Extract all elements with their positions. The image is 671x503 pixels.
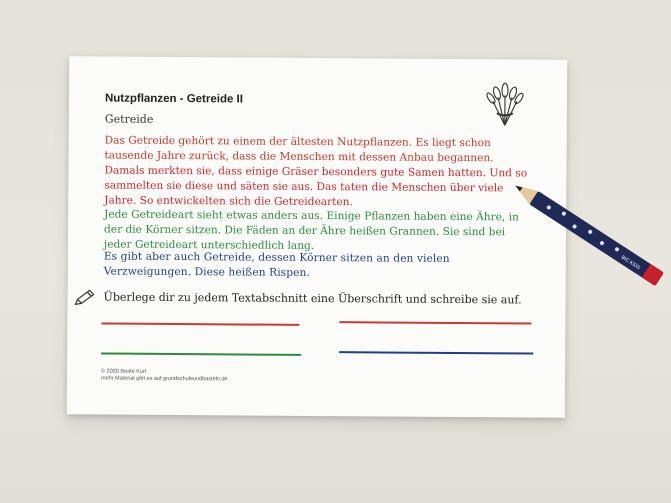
pencil-icon xyxy=(74,288,96,306)
paragraph-1: Das Getreide gehört zu einem der ältesten Nutzpflanzen. Es liegt schon tausende Jahre zurück, dass die Menschen mit dessen Anbau begannen. xyxy=(104,134,494,165)
paragraph-2: Damals merkten sie, dass einige Gräser besonders gute Samen hatten. Und so sammelten sie diese und säten sie aus. Das taten die Menschen über viele Jahre. So entwickelten sich die Getreidearten. xyxy=(104,164,528,209)
footer-website: mehr Material gibt es auf grundschuleundbasteln.de xyxy=(100,375,228,383)
pencil-object xyxy=(512,180,670,292)
paragraph-3: Jede Getreideart sieht etwas anders aus. Einige Pflanzen haben eine Ähre, in der die Körner sitzen. Die Fäden an der Ähre heißen Grannen. Sie sind bei jeder Getreideart unterschiedlich lang. xyxy=(103,208,519,252)
pencil-brand-label: BIC KIDS xyxy=(619,254,642,272)
section-subtitle: Getreide xyxy=(104,112,154,126)
worksheet-title: Nutzpflanzen - Getreide II xyxy=(104,92,244,106)
wheat-sheaf-icon xyxy=(485,81,525,127)
worksheet-paper xyxy=(67,56,567,417)
task-instruction: Überlege dir zu jedem Textabschnitt eine Überschrift und schreibe sie auf. xyxy=(103,290,522,307)
paragraph-4: Es gibt aber auch Getreide, dessen Körner sitzen an den vielen Verzweigungen. Diese heißen Rispen. xyxy=(103,250,450,279)
answer-line-blue xyxy=(339,351,533,354)
copyright-footer xyxy=(101,368,228,383)
answer-line-red-left xyxy=(101,322,299,325)
answer-line-red-right xyxy=(339,321,531,324)
answer-line-green xyxy=(101,352,301,355)
footer-copyright: © 2020 Beate Kurt xyxy=(101,368,147,375)
